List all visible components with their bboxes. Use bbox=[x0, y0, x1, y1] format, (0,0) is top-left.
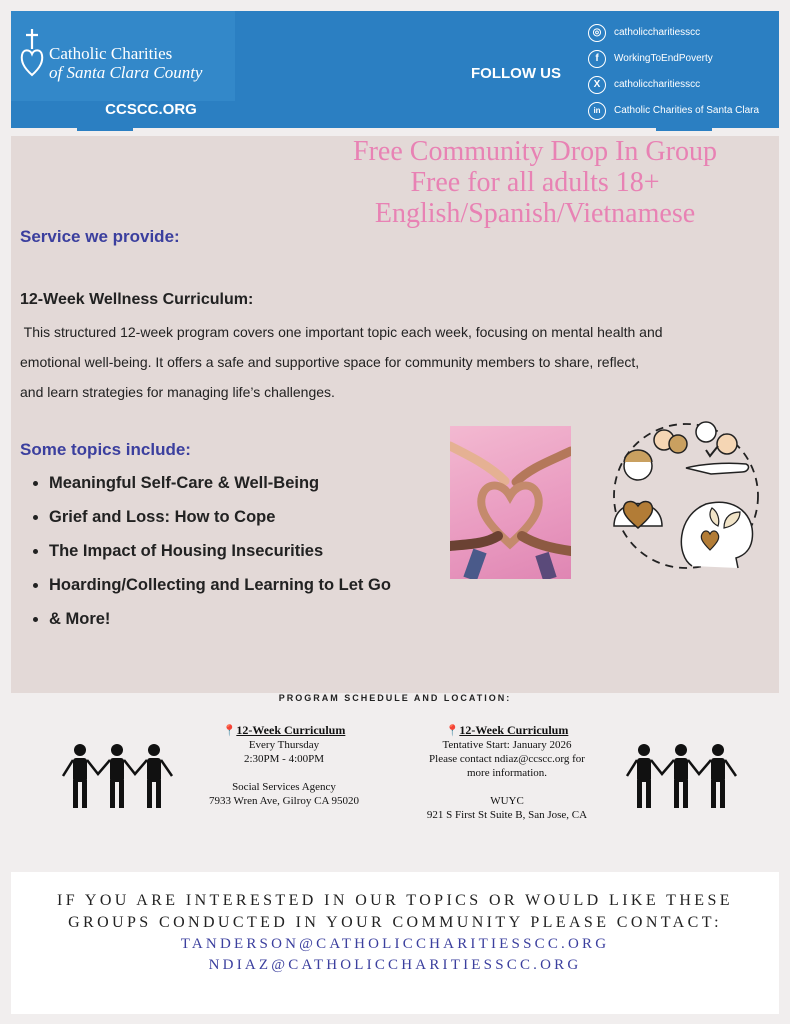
people-group-icon bbox=[624, 740, 742, 812]
contact-section bbox=[11, 872, 779, 1014]
header-banner bbox=[11, 11, 779, 128]
schedule-title: PROGRAM SCHEDULE AND LOCATION: bbox=[278, 693, 512, 703]
topics-heading: Some topics include: bbox=[20, 440, 191, 459]
org-name-line1: Catholic Charities bbox=[49, 44, 173, 63]
headline-line1: Free Community Drop In Group bbox=[353, 136, 717, 167]
location-line: Social Services Agency bbox=[232, 781, 336, 793]
location-line: WUYC bbox=[490, 795, 524, 807]
location-line: Please contact ndiaz@ccscc.org for bbox=[429, 753, 585, 765]
map-pin-icon: 📍 bbox=[445, 725, 460, 737]
location-line: 921 S First St Suite B, San Jose, CA bbox=[426, 809, 588, 821]
facebook-icon: f bbox=[588, 50, 606, 68]
tab-blip bbox=[656, 128, 712, 131]
people-group-icon bbox=[60, 740, 178, 812]
description-line: This structured 12-week program covers one important topic each week, focusing on mental health and bbox=[20, 324, 663, 340]
location-line: Tentative Start: January 2026 bbox=[442, 739, 572, 751]
follow-us-label: FOLLOW US bbox=[471, 65, 561, 82]
x-icon: X bbox=[588, 76, 606, 94]
location-block-gilroy bbox=[180, 723, 388, 808]
contact-line: IF YOU ARE INTERESTED IN OUR TOPICS OR WOULD LIKE THESE bbox=[57, 892, 733, 909]
topics-list bbox=[31, 469, 391, 639]
hands-heart-icon bbox=[450, 426, 571, 579]
map-pin-icon: 📍 bbox=[222, 725, 237, 737]
location-heading: 12-Week Curriculum bbox=[459, 723, 569, 737]
location-line: more information. bbox=[466, 767, 548, 779]
social-handle: catholiccharitiesscc bbox=[614, 79, 701, 90]
list-item: • The Impact of Housing Insecurities bbox=[49, 537, 391, 571]
location-block-san-jose bbox=[404, 723, 610, 822]
linkedin-icon: in bbox=[588, 102, 606, 120]
list-item: • Hoarding/Collecting and Learning to Let Go bbox=[49, 571, 391, 605]
social-facebook[interactable] bbox=[588, 50, 788, 70]
contact-email-ndiaz[interactable]: NDIAZ@CATHOLICCHARITIESSCC.ORG bbox=[208, 957, 582, 973]
contact-line: GROUPS CONDUCTED IN YOUR COMMUNITY PLEASE CONTACT: bbox=[68, 914, 722, 931]
list-item: • Grief and Loss: How to Cope bbox=[49, 503, 391, 537]
website-link[interactable]: CCSCC.ORG bbox=[105, 101, 197, 118]
social-handle: WorkingToEndPoverty bbox=[614, 53, 713, 64]
headline bbox=[315, 136, 755, 229]
cross-heart-logo-icon bbox=[19, 27, 45, 79]
description-line: and learn strategies for managing life’s challenges. bbox=[20, 384, 335, 400]
headline-line3: English/Spanish/Vietnamese bbox=[374, 198, 696, 229]
location-line: Every Thursday bbox=[248, 739, 320, 751]
logo bbox=[11, 11, 235, 101]
contact-email-tanderson[interactable]: TANDERSON@CATHOLICCHARITIESSCC.ORG bbox=[180, 936, 610, 952]
instagram-icon: ◎ bbox=[588, 24, 606, 42]
social-handle: Catholic Charities of Santa Clara bbox=[614, 105, 760, 116]
curriculum-description bbox=[20, 317, 720, 407]
location-line: 7933 Wren Ave, Gilroy CA 95020 bbox=[208, 795, 360, 807]
description-line: emotional well-being. It offers a safe and supportive space for community members to share, reflect, bbox=[20, 354, 640, 370]
tab-blip bbox=[77, 128, 133, 131]
services-heading: Service we provide: bbox=[20, 227, 180, 246]
list-item: • Meaningful Self-Care & Well-Being bbox=[49, 469, 391, 503]
main-panel bbox=[11, 136, 779, 693]
org-name-line2: of Santa Clara County bbox=[49, 63, 203, 82]
social-handle: catholiccharitiesscc bbox=[614, 27, 701, 38]
headline-line2: Free for all adults 18+ bbox=[410, 167, 660, 198]
location-heading: 12-Week Curriculum bbox=[236, 723, 346, 737]
hands-heart-photo bbox=[450, 426, 571, 579]
list-item: • & More! bbox=[49, 605, 391, 639]
social-x[interactable] bbox=[588, 76, 788, 96]
location-line: 2:30PM - 4:00PM bbox=[243, 753, 325, 765]
org-name bbox=[49, 44, 202, 82]
wellbeing-illustration-icon bbox=[606, 416, 766, 576]
curriculum-title: 12-Week Wellness Curriculum: bbox=[20, 291, 254, 308]
social-linkedin[interactable] bbox=[588, 102, 788, 122]
social-instagram[interactable] bbox=[588, 24, 788, 44]
